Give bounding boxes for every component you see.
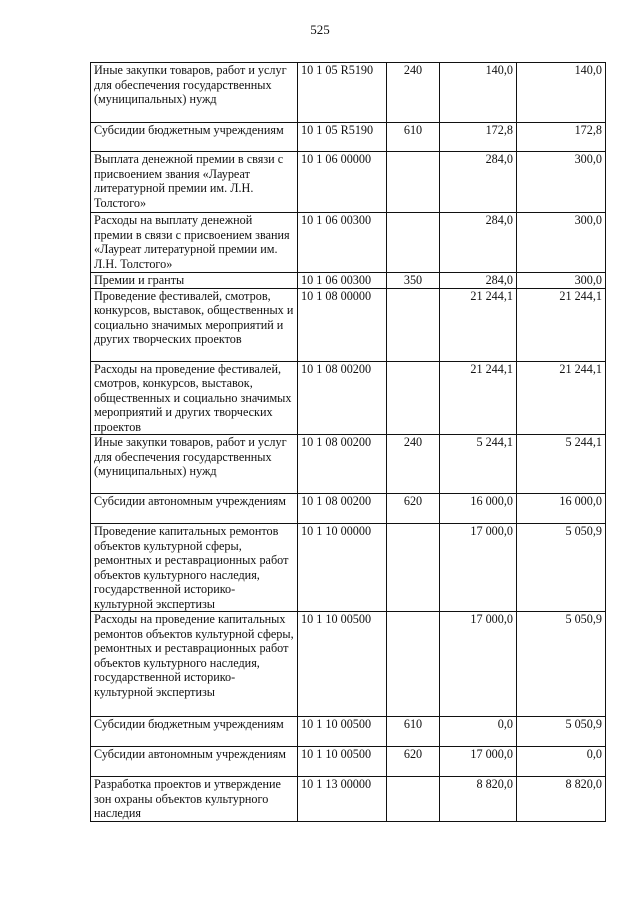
row-value-2-cell: 0,0 (517, 747, 606, 777)
row-value-2-cell: 300,0 (517, 273, 606, 289)
row-value-1-cell: 0,0 (440, 717, 517, 747)
row-code-cell: 10 1 10 00500 (298, 747, 387, 777)
row-value-1-cell: 17 000,0 (440, 747, 517, 777)
row-code-cell: 10 1 10 00500 (298, 717, 387, 747)
row-value-2-cell: 21 244,1 (517, 361, 606, 435)
table-row (91, 273, 606, 289)
page-number: 525 (310, 22, 330, 37)
row-name-cell: Иные закупки товаров, работ и услуг для обеспечения государственных (муниципальных) нужд (91, 435, 298, 494)
row-value-2-cell: 300,0 (517, 213, 606, 273)
row-value-1-cell: 284,0 (440, 152, 517, 213)
row-name-cell: Иные закупки товаров, работ и услуг для обеспечения государственных (муниципальных) нужд (91, 63, 298, 123)
row-name-cell: Расходы на проведение фестивалей, смотров, конкурсов, выставок, общественных и социально значимых мероприятий и других творческих проектов (91, 361, 298, 435)
row-code-cell: 10 1 08 00200 (298, 494, 387, 524)
row-type-cell: 620 (387, 494, 440, 524)
row-type-cell (387, 361, 440, 435)
row-value-2-cell: 172,8 (517, 123, 606, 152)
row-value-1-cell: 21 244,1 (440, 361, 517, 435)
table-row (91, 524, 606, 612)
row-value-1-cell: 21 244,1 (440, 288, 517, 361)
row-code-cell: 10 1 08 00200 (298, 361, 387, 435)
row-type-cell: 610 (387, 123, 440, 152)
table-row (91, 494, 606, 524)
row-value-1-cell: 172,8 (440, 123, 517, 152)
row-code-cell: 10 1 06 00300 (298, 213, 387, 273)
row-name-cell: Расходы на выплату денежной премии в связи с присвоением звания «Лауреат литературной премии им. Л.Н. Толстого» (91, 213, 298, 273)
row-value-2-cell: 8 820,0 (517, 777, 606, 822)
row-name-cell: Расходы на проведение капитальных ремонтов объектов культурной сферы, ремонтных и реставрационных работ объектов культурного наследия, государственной историко-культурной экспертизы (91, 612, 298, 717)
row-name-cell: Субсидии автономным учреждениям (91, 494, 298, 524)
row-type-cell (387, 213, 440, 273)
row-value-2-cell: 5 050,9 (517, 717, 606, 747)
row-value-1-cell: 8 820,0 (440, 777, 517, 822)
row-type-cell (387, 612, 440, 717)
row-value-1-cell: 17 000,0 (440, 612, 517, 717)
row-value-2-cell: 5 050,9 (517, 524, 606, 612)
row-value-1-cell: 5 244,1 (440, 435, 517, 494)
row-code-cell: 10 1 06 00000 (298, 152, 387, 213)
row-name-cell: Субсидии автономным учреждениям (91, 747, 298, 777)
row-name-cell: Разработка проектов и утверждение зон охраны объектов культурного наследия (91, 777, 298, 822)
row-name-cell: Субсидии бюджетным учреждениям (91, 717, 298, 747)
row-name-cell: Премии и гранты (91, 273, 298, 289)
row-value-2-cell: 5 050,9 (517, 612, 606, 717)
row-code-cell: 10 1 08 00000 (298, 288, 387, 361)
row-value-2-cell: 5 244,1 (517, 435, 606, 494)
table-row (91, 152, 606, 213)
row-value-1-cell: 17 000,0 (440, 524, 517, 612)
row-code-cell: 10 1 10 00500 (298, 612, 387, 717)
table-row (91, 777, 606, 822)
row-value-1-cell: 140,0 (440, 63, 517, 123)
budget-table (90, 62, 606, 822)
row-code-cell: 10 1 05 R5190 (298, 63, 387, 123)
row-name-cell: Субсидии бюджетным учреждениям (91, 123, 298, 152)
row-type-cell: 240 (387, 63, 440, 123)
table-row (91, 213, 606, 273)
row-name-cell: Проведение фестивалей, смотров, конкурсов, выставок, общественных и социально значимых мероприятий и других творческих проектов (91, 288, 298, 361)
row-value-2-cell: 16 000,0 (517, 494, 606, 524)
table-row (91, 435, 606, 494)
table-row (91, 747, 606, 777)
row-type-cell: 610 (387, 717, 440, 747)
row-type-cell (387, 777, 440, 822)
row-type-cell: 350 (387, 273, 440, 289)
table-row (91, 63, 606, 123)
row-name-cell: Выплата денежной премии в связи с присвоением звания «Лауреат литературной премии им. Л.Н. Толстого» (91, 152, 298, 213)
row-type-cell: 240 (387, 435, 440, 494)
row-type-cell (387, 152, 440, 213)
table-row (91, 612, 606, 717)
row-value-1-cell: 16 000,0 (440, 494, 517, 524)
table-row (91, 717, 606, 747)
row-code-cell: 10 1 13 00000 (298, 777, 387, 822)
row-code-cell: 10 1 06 00300 (298, 273, 387, 289)
table-row (91, 288, 606, 361)
row-type-cell (387, 524, 440, 612)
table-row (91, 123, 606, 152)
row-value-2-cell: 300,0 (517, 152, 606, 213)
row-code-cell: 10 1 10 00000 (298, 524, 387, 612)
table-row (91, 361, 606, 435)
row-type-cell (387, 288, 440, 361)
row-value-1-cell: 284,0 (440, 273, 517, 289)
row-code-cell: 10 1 08 00200 (298, 435, 387, 494)
row-type-cell: 620 (387, 747, 440, 777)
row-value-1-cell: 284,0 (440, 213, 517, 273)
row-value-2-cell: 140,0 (517, 63, 606, 123)
row-code-cell: 10 1 05 R5190 (298, 123, 387, 152)
row-value-2-cell: 21 244,1 (517, 288, 606, 361)
row-name-cell: Проведение капитальных ремонтов объектов культурной сферы, ремонтных и реставрационных работ объектов культурного наследия, государственной историко-культурной экспертизы (91, 524, 298, 612)
